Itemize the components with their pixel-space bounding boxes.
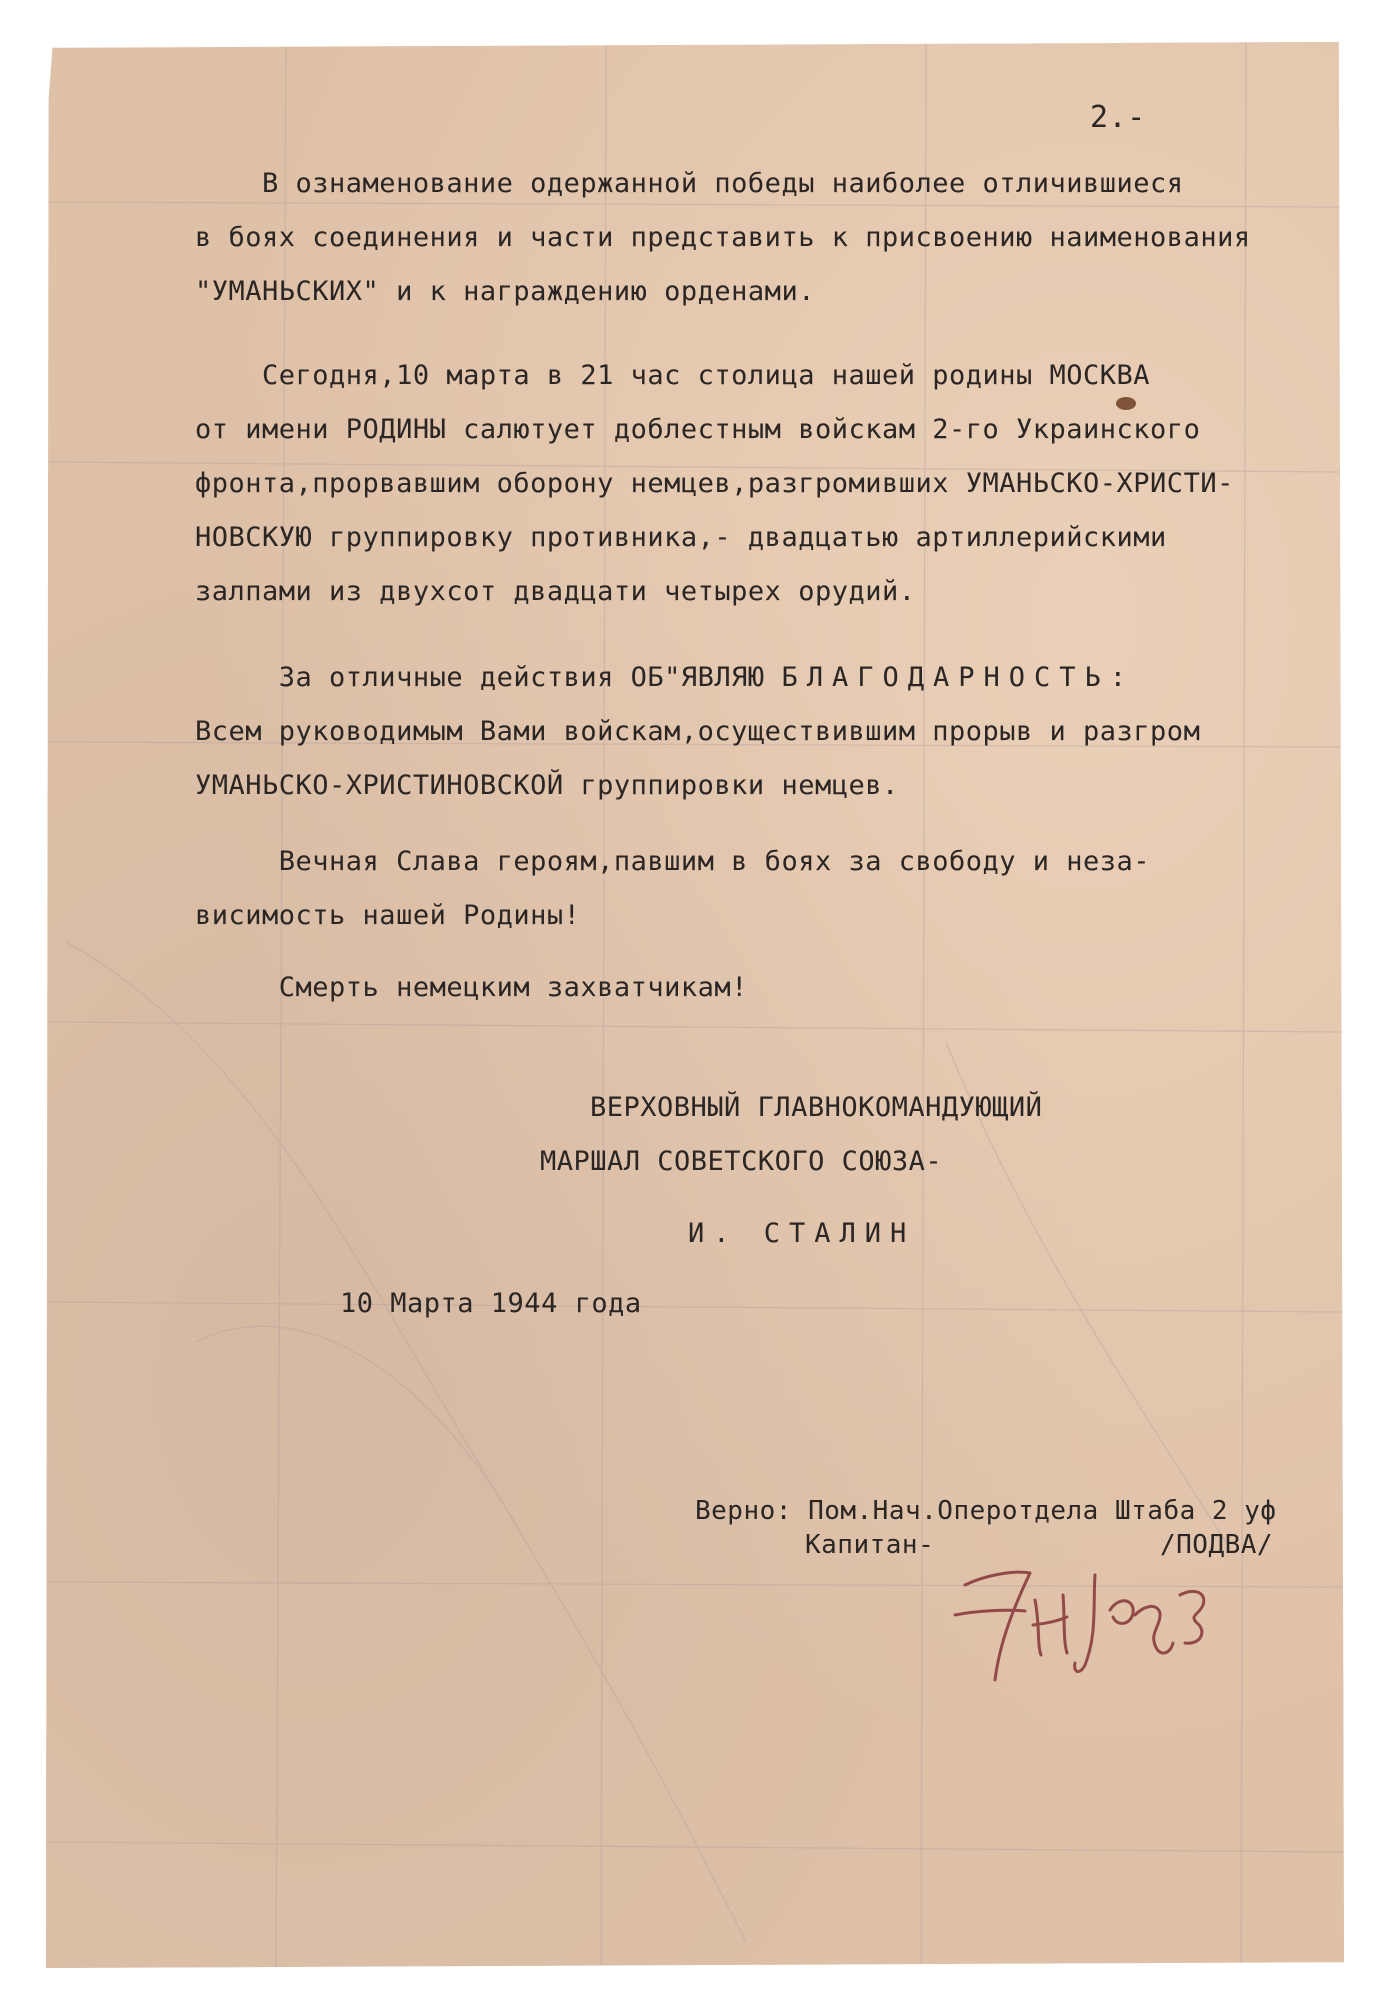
signatory-title-2: МАРШАЛ СОВЕТСКОГО СОЮЗА- [540, 1146, 943, 1177]
paragraph-3-line-2: Всем руководимым Вами войскам,осуществившим прорыв и разгром [195, 716, 1201, 747]
ink-stain [1116, 397, 1136, 410]
paragraph-3-line-3: УМАНЬСКО-ХРИСТИНОВСКОЙ группировки немцев. [195, 770, 899, 801]
paragraph-2-line-4: НОВСКУЮ группировку противника,- двадцатью артиллерийскими [195, 522, 1167, 553]
certification-line-1: Верно: Пом.Нач.Оперотдела Штаба 2 уф [695, 1496, 1277, 1526]
paragraph-1-line-2: в боях соединения и части представить к присвоению наименования [195, 222, 1251, 253]
page-number: 2.- [1090, 100, 1146, 135]
document-date: 10 Марта 1944 года [340, 1288, 642, 1319]
handwritten-signature [945, 1545, 1235, 1695]
paragraph-2-line-3: фронта,прорвавшим оборону немцев,разгромивших УМАНЬСКО-ХРИСТИ- [195, 468, 1234, 499]
paragraph-2-line-2: от имени РОДИНЫ салютует доблестным войскам 2-го Украинского [195, 414, 1201, 445]
paragraph-2-line-1: Сегодня,10 марта в 21 час столица нашей родины МОСКВА [195, 360, 1151, 391]
paragraph-4-line-2: висимость нашей Родины! [195, 900, 581, 931]
signatory-name: И. СТАЛИН [688, 1218, 916, 1249]
paragraph-2-line-5: залпами из двухсот двадцати четырех орудий. [195, 576, 916, 607]
paragraph-1-line-1: В ознаменование одержанной победы наиболее отличившиеся [195, 168, 1184, 199]
certification-name: /ПОДВА/ [1160, 1530, 1274, 1560]
paragraph-1-line-3: "УМАНЬСКИХ" и к награждению орденами. [195, 276, 815, 307]
paragraph-4-line-1: Вечная Слава героям,павшим в боях за свободу и неза- [195, 846, 1151, 877]
closing-slogan: Смерть немецким захватчикам! [195, 972, 748, 1003]
paragraph-3-intro-text: За отличные действия ОБ"ЯВЛЯЮ [195, 662, 765, 693]
signatory-title-1: ВЕРХОВНЫЙ ГЛАВНОКОМАНДУЮЩИЙ [590, 1092, 1043, 1123]
certification-rank: Капитан- [805, 1530, 935, 1560]
gratitude-emphasis: БЛАГОДАРНОСТЬ: [781, 662, 1136, 693]
paragraph-3-intro [195, 662, 1135, 693]
